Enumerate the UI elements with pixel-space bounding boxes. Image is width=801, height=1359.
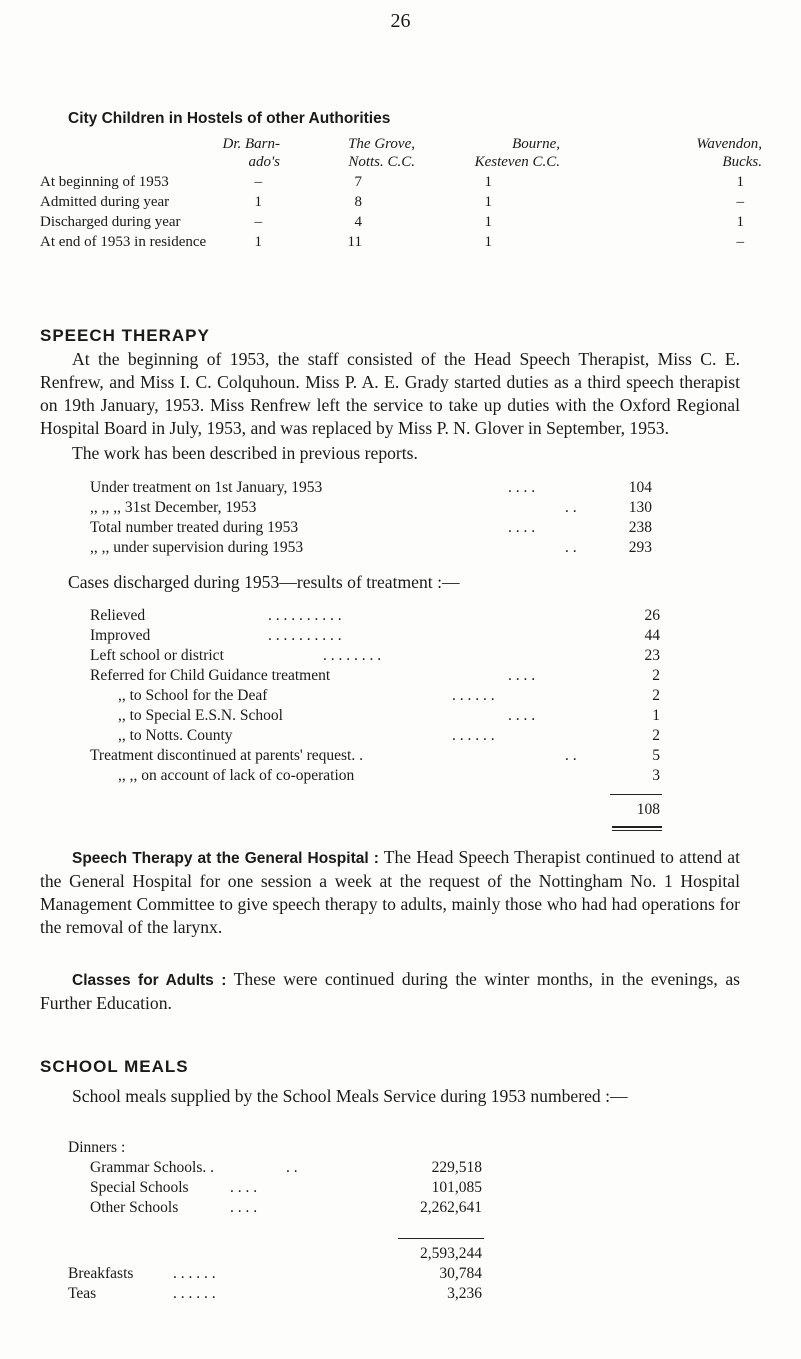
row-label: Discharged during year: [40, 214, 181, 230]
dot-leader: . . . . . .: [452, 727, 495, 744]
dot-leader: . . . .: [508, 707, 536, 724]
dot-leader: . . . . . . . . . .: [268, 607, 342, 624]
list-item: ,, to Notts. County: [118, 727, 233, 744]
list-value: 238: [628, 519, 652, 536]
list-value: 3: [652, 767, 660, 784]
adults-heading: Classes for Adults :: [72, 972, 227, 989]
meals-intro: School meals supplied by the School Meals Service during 1953 numbered :—: [72, 1086, 628, 1106]
cell: 1: [254, 194, 262, 210]
list-value: 130: [628, 499, 652, 516]
dinners-label: Dinners :: [68, 1139, 126, 1156]
dot-leader: . . . .: [230, 1199, 258, 1216]
list-value: 2: [652, 727, 660, 744]
row-label: At end of 1953 in residence: [40, 234, 207, 250]
page-number: 26: [390, 10, 411, 32]
list-item: Total number treated during 1953: [90, 519, 299, 536]
list-value: 44: [644, 627, 660, 644]
dot-leader: . . . .: [508, 667, 536, 684]
dot-leader: . .: [286, 1159, 298, 1176]
list-item: ,, ,, on account of lack of co-operation: [118, 767, 355, 784]
list-value: 293: [628, 539, 652, 556]
list-item: Treatment discontinued at parents' request. .: [90, 747, 363, 764]
list-item: Other Schools: [90, 1199, 179, 1216]
cell: –: [736, 194, 744, 210]
list-value: 2: [652, 687, 660, 704]
col-header-the-grove: The Grove, Notts. C.C.: [348, 136, 415, 170]
list-value: 2,262,641: [420, 1199, 482, 1216]
cell: 1: [484, 234, 492, 250]
general-hospital-paragraph: Speech Therapy at the General Hospital : The Head Speech Therapist continued to attend at the General Hospital for one session a week at the request of the Nottingham No. 1 Hospital Management Committee to give speech therapy to adults, mainly those who had had operations for the removal of the larynx.: [40, 847, 740, 937]
cell: 1: [484, 174, 492, 190]
discharged-intro: Cases discharged during 1953—results of treatment :—: [68, 572, 460, 592]
speech-paragraph-1: At the beginning of 1953, the staff consisted of the Head Speech Therapist, Miss C. E. Renfrew, and Miss I. C. Colquhoun. Miss P. A. E. Grady started duties as a third speech therapist on 19th January, 1953. Miss Renfrew left the service to take up duties with the Oxford Regional Hospital Board in July, 1953, and was replaced by Miss P. N. Glover in September, 1953.: [40, 349, 740, 438]
cell: –: [736, 234, 744, 250]
cell: –: [254, 214, 262, 230]
cell: 1: [736, 214, 744, 230]
hostels-title: City Children in Hostels of other Authorities: [68, 110, 391, 127]
list-item: Improved: [90, 627, 151, 644]
row-label: At beginning of 1953: [40, 174, 169, 190]
col-header-wavendon: Wavendon, Bucks.: [696, 136, 762, 170]
list-item: ,, ,, under supervision during 1953: [90, 539, 304, 556]
list-value: 3,236: [447, 1285, 482, 1302]
list-value: 5: [652, 747, 660, 764]
list-value: 229,518: [431, 1159, 482, 1176]
dot-leader: . . . . . .: [173, 1285, 216, 1302]
list-item: Teas: [68, 1285, 97, 1302]
dot-leader: . . . .: [508, 519, 536, 536]
cell: 1: [254, 234, 262, 250]
list-item: Special Schools: [90, 1179, 189, 1196]
cell: 4: [354, 214, 362, 230]
list-value: 2: [652, 667, 660, 684]
cell: 8: [354, 194, 362, 210]
list-item: Grammar Schools. .: [90, 1159, 214, 1176]
col-header-bourne: Bourne, Kesteven C.C.: [474, 136, 560, 170]
general-hospital-heading: Speech Therapy at the General Hospital :: [72, 850, 379, 867]
dot-leader: . . . . . .: [452, 687, 495, 704]
list-value: 101,085: [431, 1179, 482, 1196]
list-item: ,, ,, ,, 31st December, 1953: [90, 499, 257, 516]
dinners-total: 2,593,244: [420, 1245, 482, 1262]
list-item: Referred for Child Guidance treatment: [90, 667, 331, 684]
list-value: 23: [644, 647, 660, 664]
list-item: Under treatment on 1st January, 1953: [90, 479, 323, 496]
speech-therapy-heading: SPEECH THERAPY: [40, 326, 210, 345]
list-value: 1: [652, 707, 660, 724]
list-item: ,, to School for the Deaf: [118, 687, 268, 704]
cell: –: [254, 174, 262, 190]
dot-leader: . . . . . . . . . .: [268, 627, 342, 644]
cell: 1: [484, 214, 492, 230]
dot-leader: . .: [565, 499, 577, 516]
list-value: 104: [628, 479, 652, 496]
cell: 11: [347, 234, 362, 250]
dot-leader: . . . .: [508, 479, 536, 496]
dot-leader: . . . . . . . .: [323, 647, 382, 664]
total-rule: [610, 794, 662, 795]
list-item: Relieved: [90, 607, 146, 624]
discharged-total: 108: [636, 801, 660, 818]
cell: 1: [736, 174, 744, 190]
col-header-barnardos: Dr. Barn- ado's: [222, 136, 280, 170]
dot-leader: . . . .: [230, 1179, 258, 1196]
row-label: Admitted during year: [40, 194, 170, 210]
list-value: 26: [644, 607, 660, 624]
cell: 1: [484, 194, 492, 210]
dot-leader: . .: [565, 539, 577, 556]
speech-paragraph-2: The work has been described in previous reports.: [72, 443, 418, 463]
dot-leader: . .: [565, 747, 577, 764]
list-value: 30,784: [439, 1265, 482, 1282]
dot-leader: . . . . . .: [173, 1265, 216, 1282]
list-item: Breakfasts: [68, 1265, 134, 1282]
cell: 7: [354, 174, 362, 190]
adults-paragraph: Classes for Adults : These were continued during the winter months, in the evenings, as Further Education.: [40, 969, 740, 1013]
list-item: Left school or district: [90, 647, 224, 664]
list-item: ,, to Special E.S.N. School: [118, 707, 283, 724]
total-rule: [398, 1238, 484, 1239]
double-rule: [612, 826, 662, 828]
double-rule: [612, 830, 662, 831]
school-meals-heading: SCHOOL MEALS: [40, 1057, 189, 1076]
